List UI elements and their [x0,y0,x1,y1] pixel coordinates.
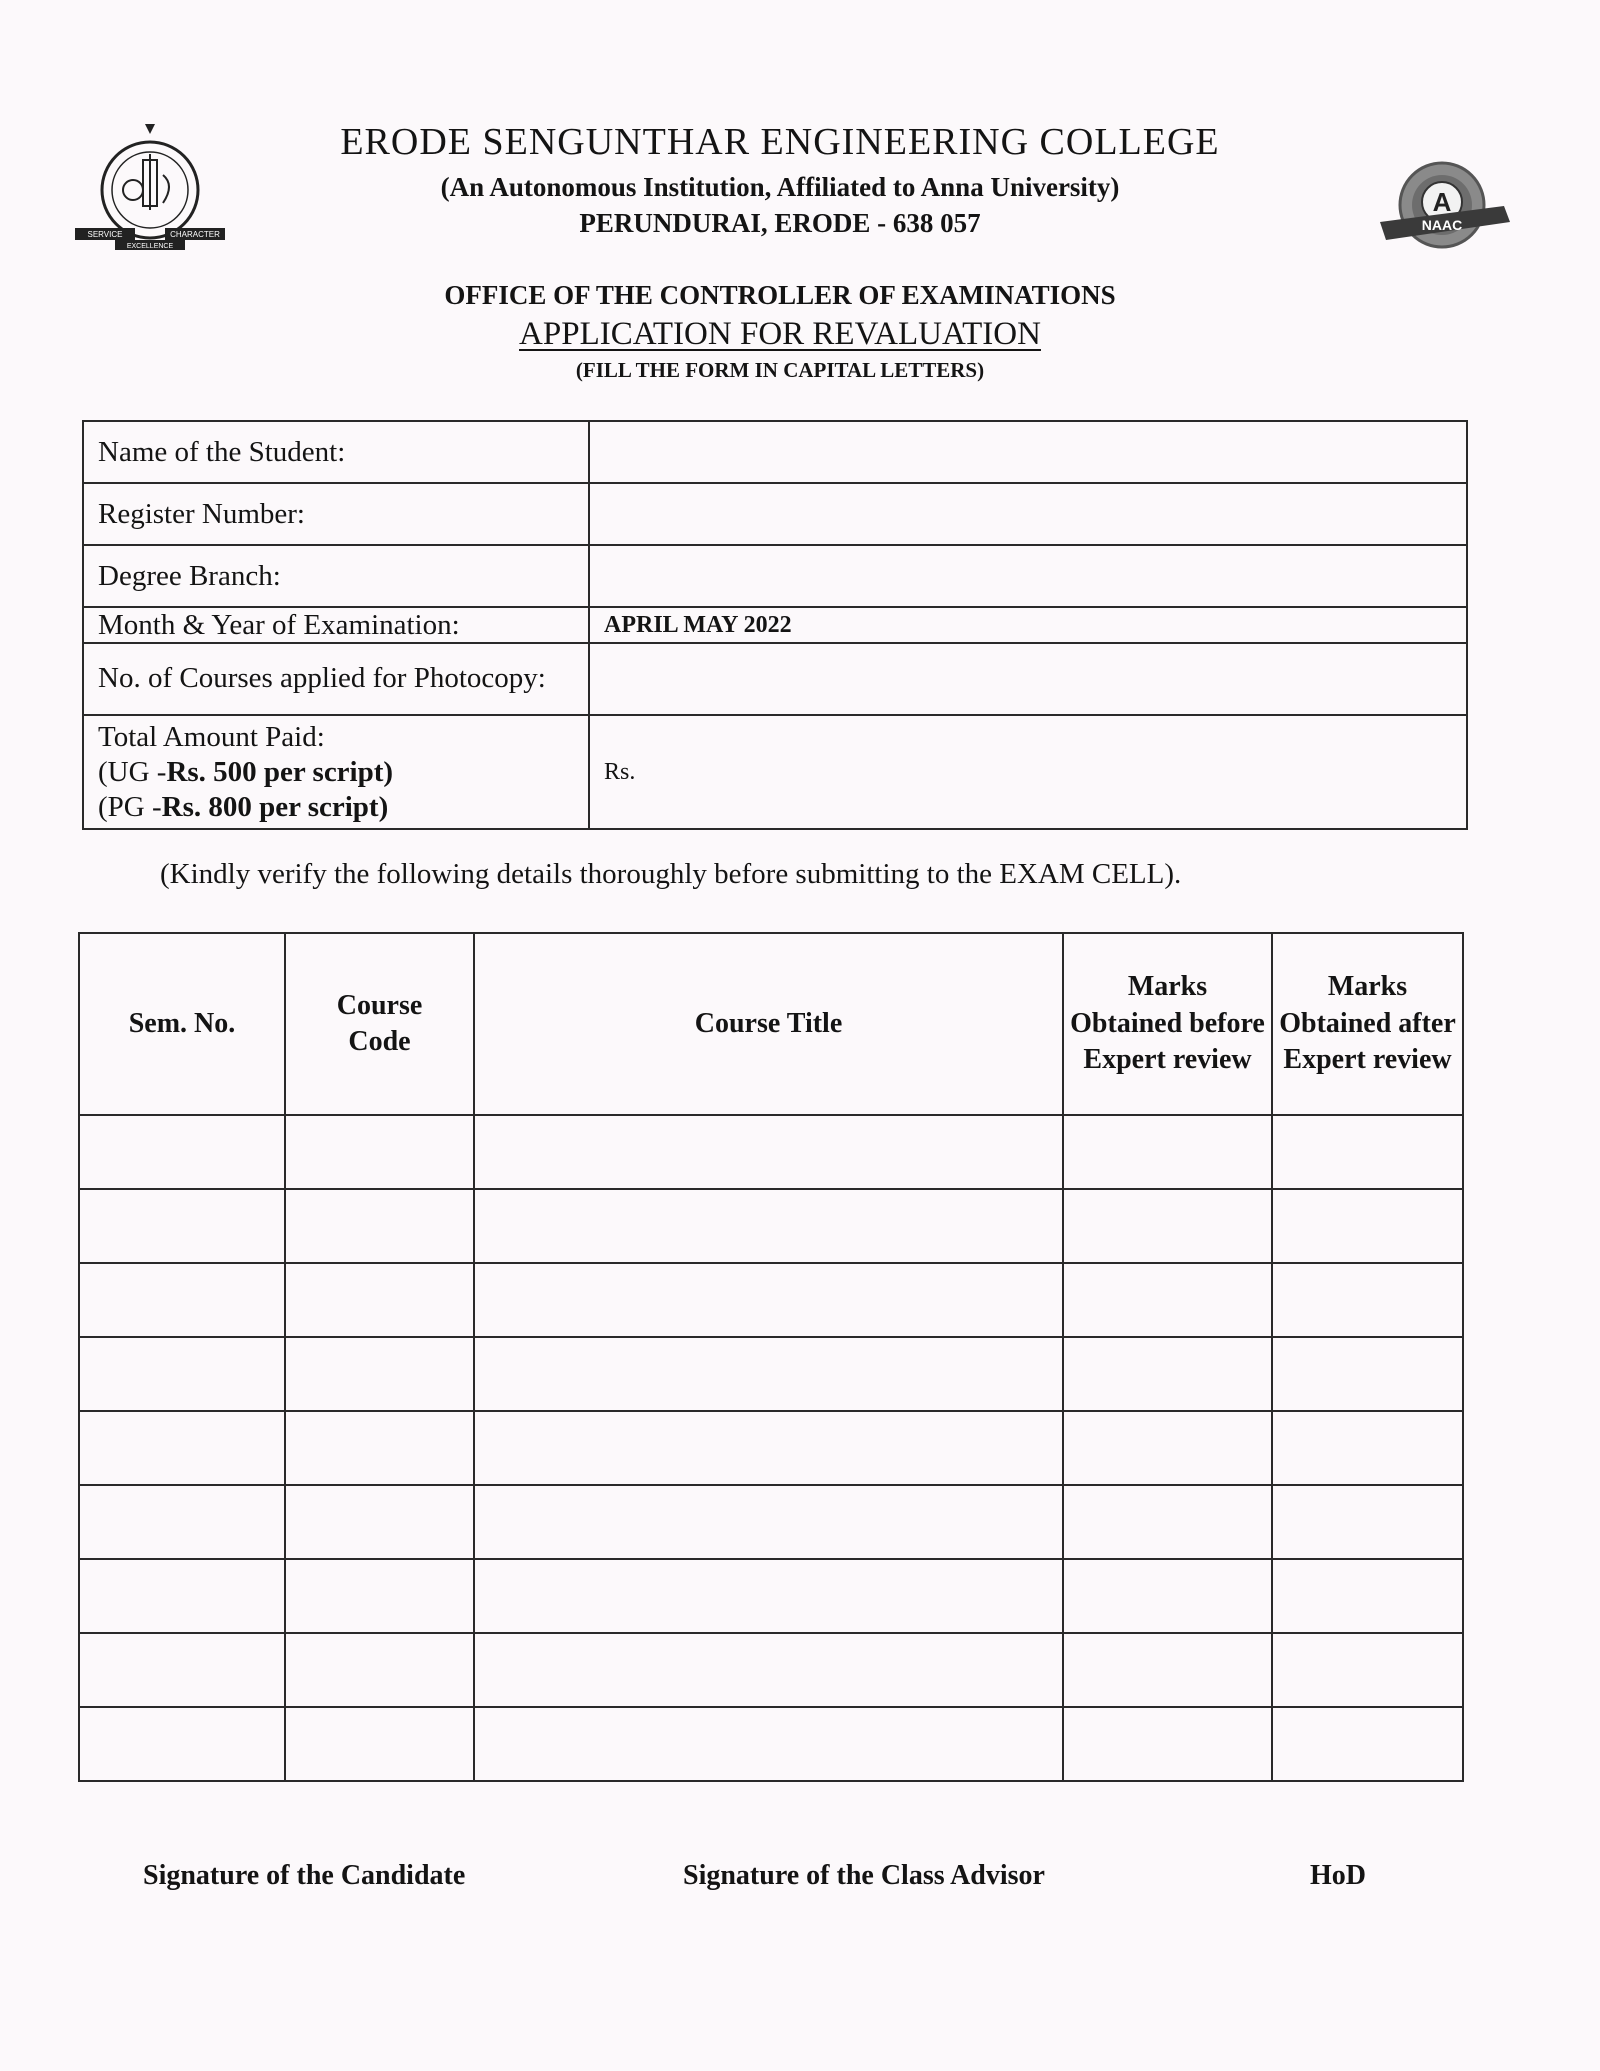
naac-grade-letter: A [1432,187,1452,217]
cell-title[interactable] [474,1337,1063,1411]
courses-count-field[interactable] [589,643,1467,715]
table-row [79,1559,1463,1633]
cell-code[interactable] [285,1559,474,1633]
college-emblem-logo [75,120,225,260]
cell-before[interactable] [1063,1559,1272,1633]
cell-title[interactable] [474,1189,1063,1263]
capital-letters-note: (FILL THE FORM IN CAPITAL LETTERS) [575,358,985,382]
cell-title[interactable] [474,1707,1063,1781]
table-row [79,1633,1463,1707]
form-title: APPLICATION FOR REVALUATION [519,316,1041,352]
cell-after[interactable] [1272,1189,1463,1263]
table-row [79,1411,1463,1485]
ug-rate: Rs. 500 per script) [166,755,394,788]
cell-before[interactable] [1063,1485,1272,1559]
cell-sem[interactable] [79,1633,285,1707]
table-row [79,1189,1463,1263]
header-course-title: Course Title [474,933,1063,1115]
cell-code[interactable] [285,1115,474,1189]
exam-label: Month & Year of Examination: [83,607,589,643]
cell-title[interactable] [474,1633,1063,1707]
cell-before[interactable] [1063,1263,1272,1337]
cell-sem[interactable] [79,1337,285,1411]
table-row [79,1263,1463,1337]
cell-title[interactable] [474,1411,1063,1485]
header-marks-before: Marks Obtained before Expert review [1063,933,1272,1115]
cell-sem[interactable] [79,1485,285,1559]
cell-code[interactable] [285,1707,474,1781]
cell-sem[interactable] [79,1707,285,1781]
cell-title[interactable] [474,1559,1063,1633]
student-details-table [82,420,1468,830]
course-table-header [79,933,1463,1115]
address-line: PERUNDURAI, ERODE - 638 057 [579,208,981,238]
cell-after[interactable] [1272,1411,1463,1485]
table-row [79,1485,1463,1559]
course-rows [79,1115,1463,1781]
cell-after[interactable] [1272,1337,1463,1411]
cell-code[interactable] [285,1189,474,1263]
courses-count-label: No. of Courses applied for Photocopy: [83,643,589,715]
cell-sem[interactable] [79,1189,285,1263]
cell-before[interactable] [1063,1707,1272,1781]
ug-prefix: (UG - [98,755,167,788]
header-course-code-text: Course Code [336,989,423,1057]
exam-field[interactable] [589,607,1467,643]
cell-before[interactable] [1063,1337,1272,1411]
register-label: Register Number: [83,483,589,545]
cell-code[interactable] [285,1263,474,1337]
pg-rate-line [98,790,574,825]
name-label: Name of the Student: [83,421,589,483]
amount-field[interactable]: Rs. [589,715,1467,829]
cell-after[interactable] [1272,1485,1463,1559]
cell-code[interactable] [285,1485,474,1559]
cell-sem[interactable] [79,1411,285,1485]
cell-after[interactable] [1272,1633,1463,1707]
header-sem-no: Sem. No. [79,933,285,1115]
table-row [79,1707,1463,1781]
course-table [78,932,1464,1782]
naac-badge-logo [1370,150,1520,280]
branch-field[interactable] [589,545,1467,607]
cell-after[interactable] [1272,1559,1463,1633]
signature-hod: HoD [1310,1860,1366,1891]
exam-value: APRIL MAY 2022 [604,611,792,638]
table-row [79,1337,1463,1411]
cell-before[interactable] [1063,1115,1272,1189]
signature-candidate: Signature of the Candidate [143,1860,466,1891]
emblem-word-character: CHARACTER [170,230,220,239]
header-marks-after: Marks Obtained after Expert review [1272,933,1463,1115]
name-field[interactable] [589,421,1467,483]
cell-code[interactable] [285,1337,474,1411]
cell-before[interactable] [1063,1189,1272,1263]
cell-after[interactable] [1272,1263,1463,1337]
table-row [79,1115,1463,1189]
cell-code[interactable] [285,1411,474,1485]
cell-after[interactable] [1272,1707,1463,1781]
branch-label: Degree Branch: [83,545,589,607]
header-course-code [285,933,474,1115]
pg-prefix: (PG - [98,790,162,823]
office-heading: OFFICE OF THE CONTROLLER OF EXAMINATIONS [444,280,1116,310]
pg-rate: Rs. 800 per script) [161,790,389,823]
cell-sem[interactable] [79,1263,285,1337]
affiliation-line: (An Autonomous Institution, Affiliated to Anna University) [440,172,1120,202]
cell-title[interactable] [474,1115,1063,1189]
form-title-wrap [300,316,1260,353]
verify-note: (Kindly verify the following details thoroughly before submitting to the EXAM CELL). [160,858,1182,890]
cell-sem[interactable] [79,1115,285,1189]
amount-label: Total Amount Paid: [98,721,325,753]
signature-class-advisor: Signature of the Class Advisor [683,1860,1045,1891]
cell-code[interactable] [285,1633,474,1707]
emblem-word-service: SERVICE [87,230,123,239]
cell-title[interactable] [474,1485,1063,1559]
cell-title[interactable] [474,1263,1063,1337]
emblem-word-excellence: EXCELLENCE [126,243,174,250]
amount-label-cell [83,715,589,829]
naac-text: NAAC [1421,217,1463,233]
register-field[interactable] [589,483,1467,545]
cell-sem[interactable] [79,1559,285,1633]
cell-after[interactable] [1272,1115,1463,1189]
cell-before[interactable] [1063,1633,1272,1707]
ug-rate-line [98,755,574,790]
cell-before[interactable] [1063,1411,1272,1485]
college-name: ERODE SENGUNTHAR ENGINEERING COLLEGE [340,121,1220,163]
